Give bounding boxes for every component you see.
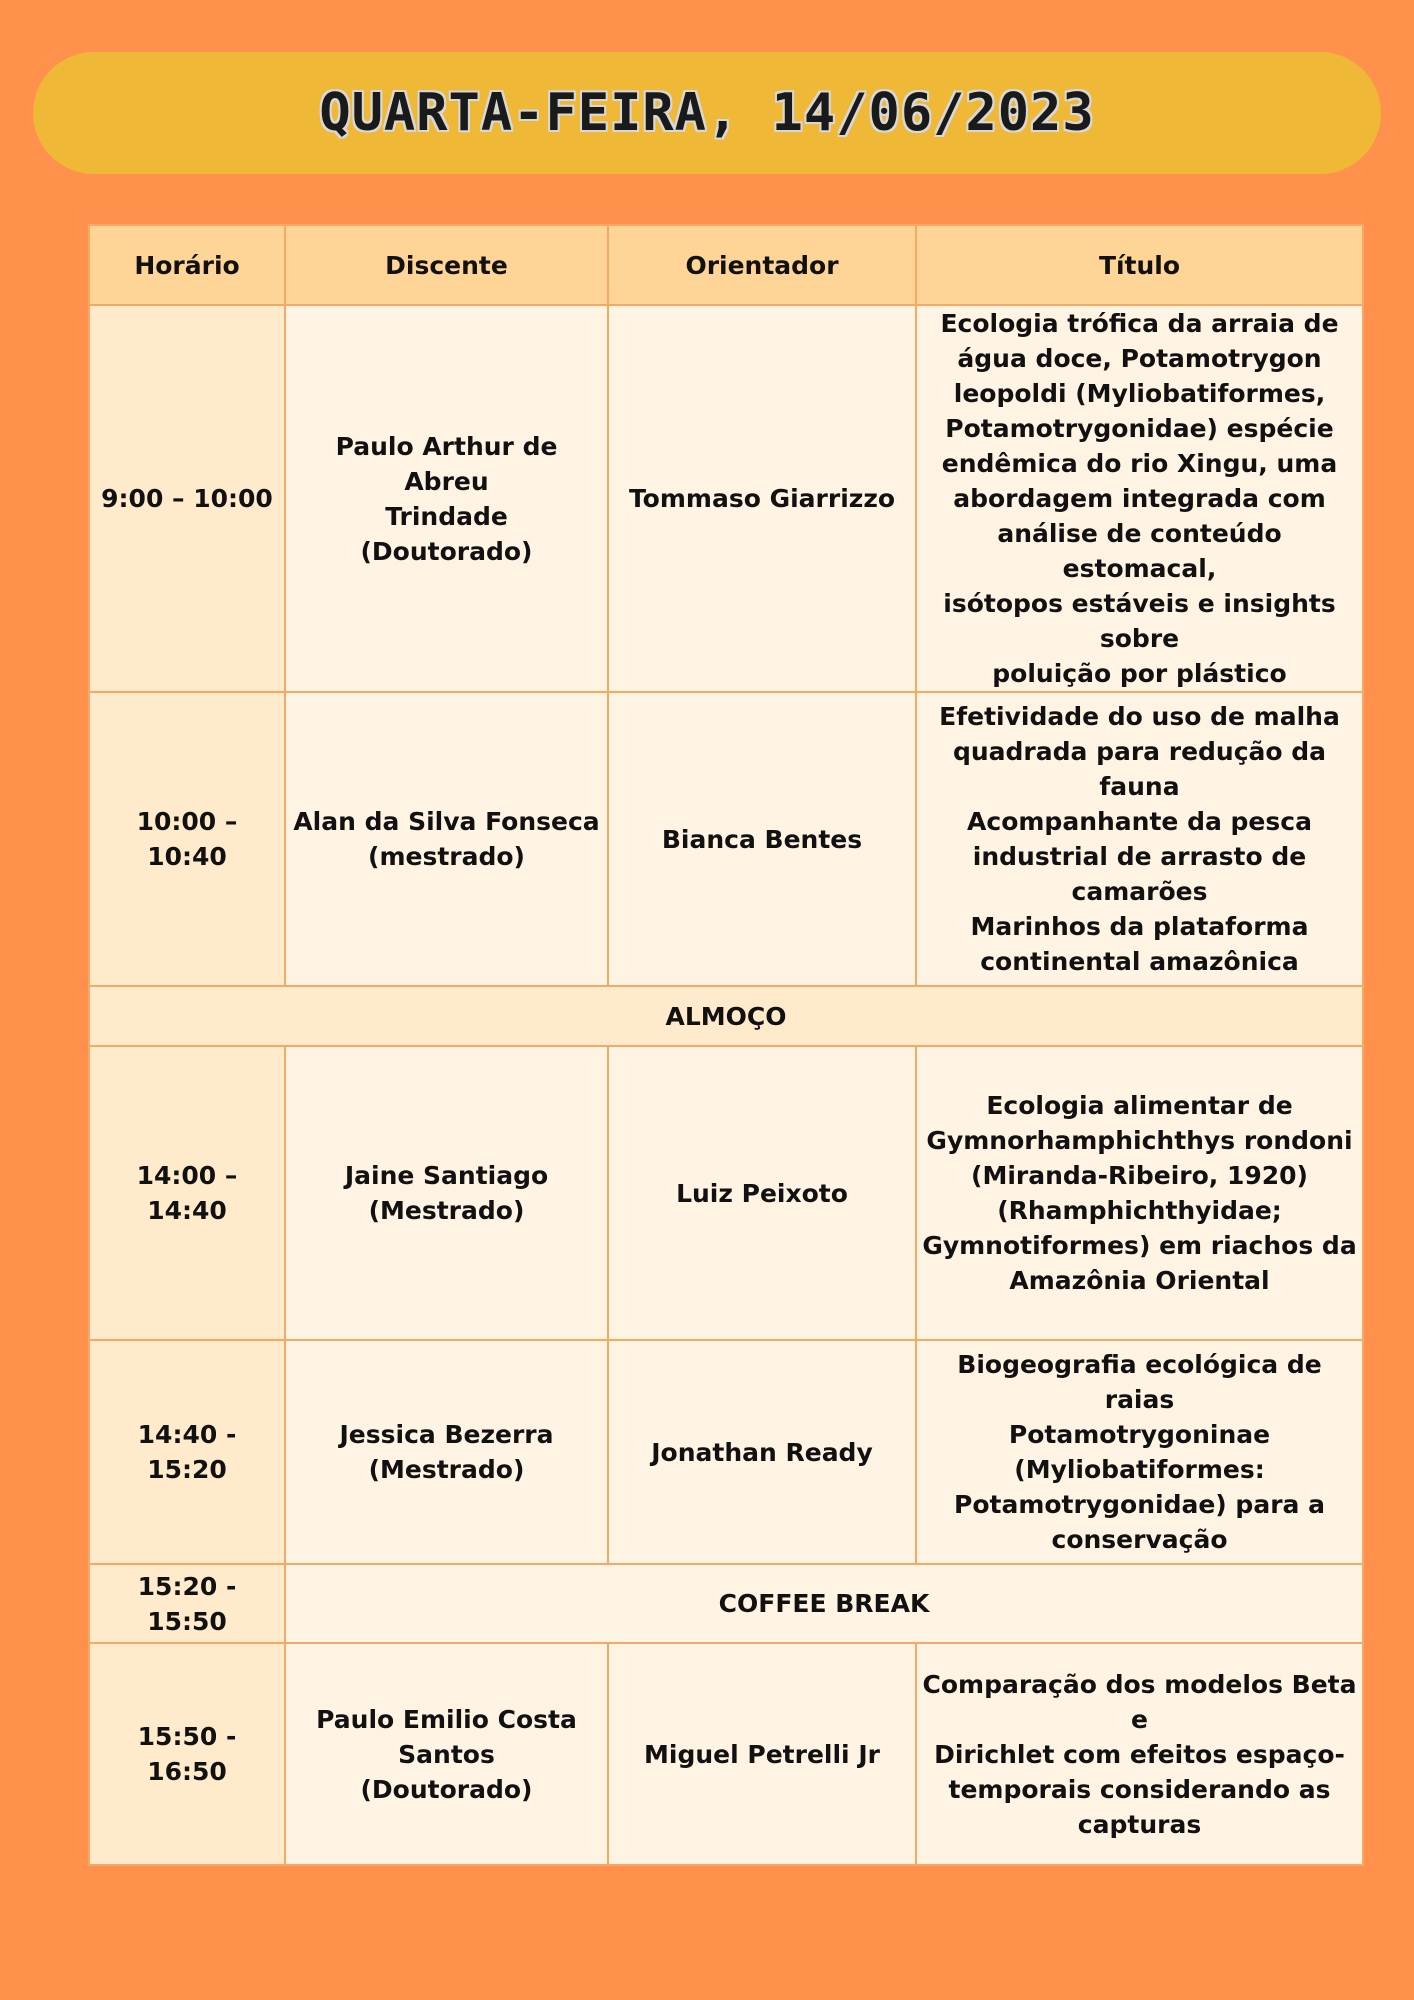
student-name-line: Paulo Emilio Costa <box>316 1704 577 1734</box>
title-line: Gymnorhamphichthys rondoni <box>926 1126 1353 1155</box>
date-banner <box>33 52 1381 174</box>
student-degree: (Mestrado) <box>368 1455 525 1484</box>
title-line: Acompanhante da pesca <box>967 807 1312 836</box>
title-cell <box>916 692 1363 986</box>
advisor-cell: Luiz Peixoto <box>608 1046 916 1340</box>
schedule-table <box>88 224 1364 1866</box>
student-degree: (Doutorado) <box>360 1774 533 1804</box>
student-cell <box>285 1046 608 1340</box>
title-line: Gymnotiformes) em riachos da <box>922 1231 1357 1260</box>
lunch-row <box>89 986 1363 1046</box>
time-cell: 15:20 - 15:50 <box>89 1564 285 1643</box>
title-line: endêmica do rio Xingu, uma <box>941 449 1338 478</box>
time-cell: 15:50 - 16:50 <box>89 1643 285 1865</box>
title-line: Ecologia alimentar de <box>986 1091 1293 1120</box>
title-cell <box>916 1340 1363 1564</box>
title-line: Biogeografia ecológica de raias <box>957 1350 1322 1414</box>
coffee-break: COFFEE BREAK <box>285 1564 1363 1643</box>
title-line: Potamotrygoninae <box>1008 1420 1271 1449</box>
student-cell <box>285 1340 608 1564</box>
student-name-line: Santos <box>398 1739 495 1769</box>
student-degree: (Doutorado) <box>360 536 533 566</box>
title-line: isótopos estáveis e insights sobre <box>943 589 1336 653</box>
title-line: Marinhos da plataforma <box>970 912 1309 941</box>
page-title: QUARTA-FEIRA, 14/06/2023 <box>319 83 1095 143</box>
time-cell: 14:00 – 14:40 <box>89 1046 285 1340</box>
column-header-advisor: Orientador <box>608 225 916 305</box>
title-line: abordagem integrada com <box>953 484 1326 513</box>
table-row <box>89 305 1363 692</box>
title-line: camarões <box>1071 877 1208 906</box>
title-line: Comparação dos modelos Beta e <box>922 1669 1357 1734</box>
student-name-line: Trindade <box>385 501 508 531</box>
student-name-line: Alan da Silva Fonseca <box>293 807 600 836</box>
title-cell <box>916 1643 1363 1865</box>
title-line: temporais considerando as <box>948 1774 1331 1804</box>
title-line: industrial de arrasto de <box>972 842 1307 871</box>
advisor-cell: Miguel Petrelli Jr <box>608 1643 916 1865</box>
title-line: fauna <box>1099 772 1180 801</box>
title-cell <box>916 305 1363 692</box>
student-cell <box>285 1643 608 1865</box>
title-line: Ecologia trófica da arraia de <box>940 309 1339 338</box>
table-row <box>89 1340 1363 1564</box>
title-line: (Rhamphichthyidae; <box>997 1196 1282 1225</box>
coffee-row <box>89 1564 1363 1643</box>
time-cell: 9:00 – 10:00 <box>89 305 285 692</box>
advisor-cell: Bianca Bentes <box>608 692 916 986</box>
table-header-row <box>89 225 1363 305</box>
column-header-student: Discente <box>285 225 608 305</box>
title-line: Dirichlet com efeitos espaço- <box>934 1739 1345 1769</box>
student-cell <box>285 692 608 986</box>
table-row <box>89 1046 1363 1340</box>
student-name-line: Paulo Arthur de Abreu <box>335 431 558 496</box>
title-line: Amazônia Oriental <box>1009 1266 1270 1295</box>
title-line: Potamotrygonidae) espécie <box>945 414 1334 443</box>
title-line: análise de conteúdo estomacal, <box>997 519 1282 583</box>
student-name-line: Jaine Santiago <box>344 1161 549 1190</box>
title-cell <box>916 1046 1363 1340</box>
time-cell: 10:00 – 10:40 <box>89 692 285 986</box>
title-line: capturas <box>1077 1809 1202 1839</box>
title-line: conservação <box>1051 1525 1228 1554</box>
title-line: (Miranda-Ribeiro, 1920) <box>971 1161 1308 1190</box>
student-degree: (mestrado) <box>368 842 525 871</box>
column-header-time: Horário <box>89 225 285 305</box>
student-name-line: Jessica Bezerra <box>339 1420 554 1449</box>
title-line: Efetividade do uso de malha <box>939 702 1340 731</box>
title-line: água doce, Potamotrygon <box>957 344 1322 373</box>
title-line: leopoldi (Myliobatiformes, <box>953 379 1326 408</box>
student-cell <box>285 305 608 692</box>
advisor-cell: Jonathan Ready <box>608 1340 916 1564</box>
table-row <box>89 1643 1363 1865</box>
advisor-cell: Tommaso Giarrizzo <box>608 305 916 692</box>
column-header-title: Título <box>916 225 1363 305</box>
title-line: poluição por plástico <box>992 659 1287 688</box>
title-line: (Myliobatiformes: <box>1014 1455 1265 1484</box>
lunch-break: ALMOÇO <box>89 986 1363 1046</box>
title-line: Potamotrygonidae) para a <box>954 1490 1325 1519</box>
title-line: continental amazônica <box>980 947 1299 976</box>
table-row <box>89 692 1363 986</box>
title-line: quadrada para redução da <box>952 737 1327 766</box>
student-degree: (Mestrado) <box>368 1196 525 1225</box>
time-cell: 14:40 - 15:20 <box>89 1340 285 1564</box>
